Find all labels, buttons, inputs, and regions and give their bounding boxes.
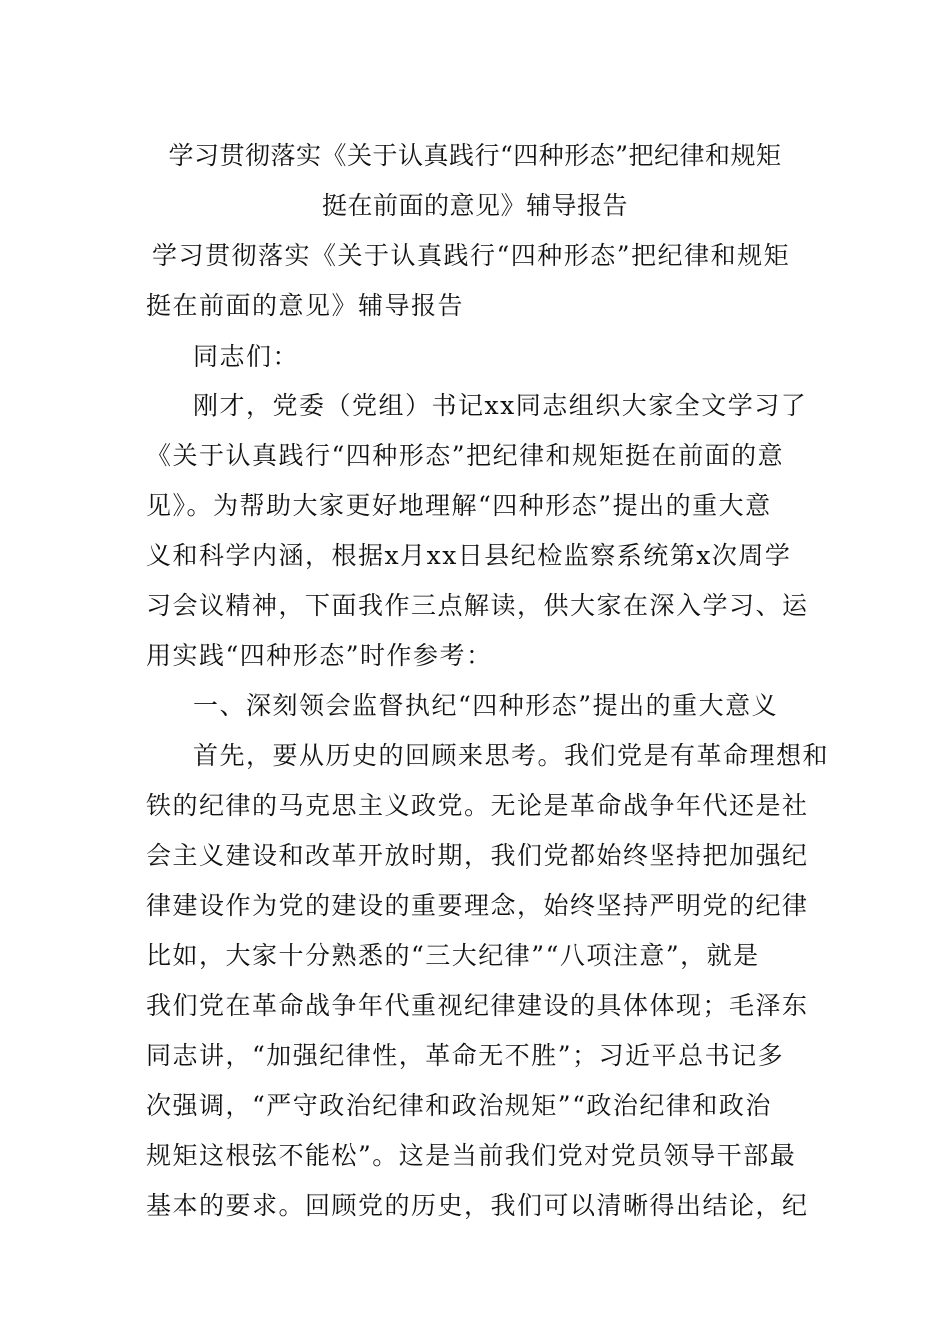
paragraph-2-line: 律建设作为党的建设的重要理念，始终坚持严明党的纪律 — [146, 891, 809, 920]
paragraph-2-line: 基本的要求。回顾党的历史，我们可以清晰得出结论，纪 — [146, 1191, 809, 1220]
paragraph-1-line: 见》。为帮助大家更好地理解“四种形态”提出的重大意 — [146, 491, 772, 520]
paragraph-2-line: 比如，大家十分熟悉的“三大纪律”“八项注意”，就是 — [146, 941, 760, 970]
paragraph-1-line: 义和科学内涵，根据x月xx日县纪检监察系统第x次周学 — [146, 541, 792, 570]
paragraph-1-line: 刚才，党委（党组）书记xx同志组织大家全文学习了 — [193, 391, 808, 420]
paragraph-1-line: 习会议精神，下面我作三点解读，供大家在深入学习、运 — [146, 591, 809, 620]
paragraph-2-line: 次强调，“严守政治纪律和政治规矩”“政治纪律和政治 — [146, 1091, 772, 1120]
paragraph-2-line: 首先，要从历史的回顾来思考。我们党是有革命理想和 — [193, 741, 830, 770]
paragraph-2-line: 会主义建设和改革开放时期，我们党都始终坚持把加强纪 — [146, 841, 809, 870]
paragraph-2-line: 同志讲，“加强纪律性，革命无不胜”；习近平总书记多 — [146, 1041, 785, 1070]
paragraph-1-line: 《关于认真践行“四种形态”把纪律和规矩挺在前面的意 — [146, 441, 785, 470]
paragraph-2-line: 规矩这根弦不能松”。这是当前我们党对党员领导干部最 — [146, 1141, 797, 1170]
paragraph-2-line: 铁的纪律的马克思主义政党。无论是革命战争年代还是社 — [146, 791, 809, 820]
document-title-line-1: 学习贯彻落实《关于认真践行“四种形态”把纪律和规矩 — [168, 141, 782, 170]
subtitle-line-2: 挺在前面的意见》辅导报告 — [146, 291, 465, 320]
section-heading: 一、深刻领会监督执纪“四种形态”提出的重大意义 — [193, 691, 779, 720]
paragraph-2-line: 我们党在革命战争年代重视纪律建设的具体体现；毛泽东 — [146, 991, 809, 1020]
document-title-line-2: 挺在前面的意见》辅导报告 — [321, 191, 628, 220]
paragraph-1-line: 用实践“四种形态”时作参考： — [146, 641, 493, 670]
subtitle-line-1: 学习贯彻落实《关于认真践行“四种形态”把纪律和规矩 — [152, 241, 791, 270]
salutation: 同志们： — [193, 342, 300, 371]
